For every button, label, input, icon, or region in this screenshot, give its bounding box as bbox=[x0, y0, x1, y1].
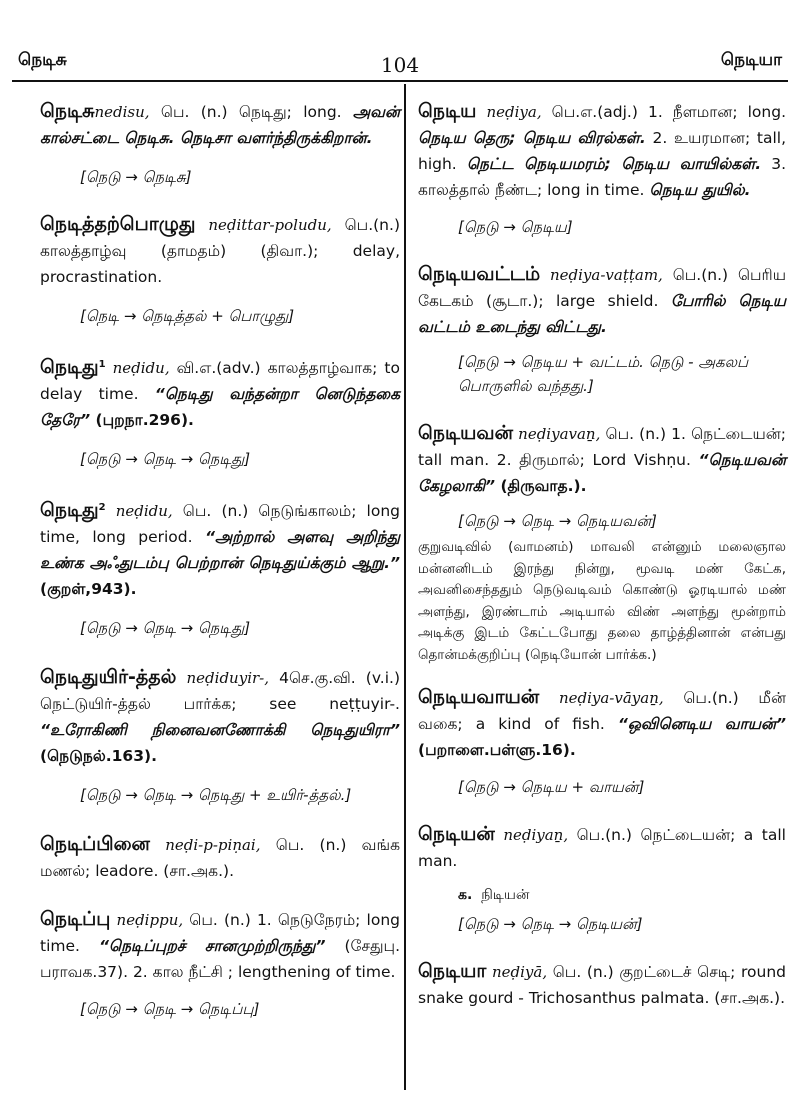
etymology: [நெடு → நெடி → நெடிது] bbox=[80, 619, 251, 638]
transliteration: neḍidu, bbox=[115, 502, 173, 521]
headword: நெடியன் bbox=[418, 823, 495, 845]
example: “நெடிது வந்தன்றா னெடுந்தகை தேரே” bbox=[40, 385, 401, 430]
example: போரில் நெடிய வட்டம் உடைந்து விட்டது. bbox=[418, 292, 786, 336]
definition: 4செ.கு.வி. (v.i.) நெட்டுயிர்-த்தல் பார்க்க; see neṭṭuyir-. bbox=[40, 669, 400, 714]
example: நெடிய தெரு; நெடிய விரல்கள். bbox=[418, 129, 646, 147]
transliteration: nedisu, bbox=[94, 103, 150, 121]
example: “நெடிப்புறச் சானமுற்றிருந்து” bbox=[98, 937, 326, 956]
entry-neḍiyaṉ bbox=[418, 821, 786, 874]
etymology: [நெடு → நெடி → நெடியவன்] bbox=[458, 512, 657, 530]
citation: (சேதுபு. பராவக.37). 2. கால நீட்சி ; lengthening of time. bbox=[40, 937, 400, 982]
headword: நெடியா bbox=[418, 960, 487, 982]
etymology: [நெடு → நெடி → நெடிது] bbox=[80, 450, 251, 469]
definition: பெ. (n.) 1. நெட்டையன்; tall man. 2. திருமால்; Lord Vishṇu. bbox=[418, 425, 786, 469]
headword: நெடிப்பு bbox=[40, 908, 111, 931]
page-number: 104 bbox=[380, 53, 420, 77]
definition: 2. உயரமான; tall, high. bbox=[418, 129, 787, 173]
headword: நெடிது bbox=[40, 356, 99, 379]
right-column bbox=[418, 88, 786, 1011]
entry-neḍittar-poludu bbox=[40, 211, 400, 290]
definition: பெ.எ.(adj.) 1. நீளமான; long. bbox=[541, 103, 786, 121]
entry-neḍi-p-piṇai bbox=[40, 831, 400, 884]
etymology: [நெடி → நெடித்தல் + பொழுது] bbox=[80, 307, 295, 325]
cognate bbox=[418, 884, 786, 906]
cognate-language: க. bbox=[458, 887, 473, 903]
entry-neḍippu bbox=[40, 906, 400, 985]
headword: நெடியவட்டம் bbox=[418, 263, 541, 285]
example: அவன் கால்சட்டை நெடிசு. நெடிசா வளர்ந்திருக்கிறான். bbox=[40, 103, 400, 147]
definition: வி.எ.(adv.) காலத்தாழ்வாக; to delay time. bbox=[40, 359, 400, 404]
example: “ஒவினெடிய வாயன்” bbox=[617, 715, 786, 733]
headword: நெடியவாயன் bbox=[418, 686, 540, 708]
superscript: 2 bbox=[98, 502, 106, 514]
header-right-guide-word: நெடியா bbox=[720, 50, 782, 70]
definition: 3. காலத்தால் நீண்ட; long in time. bbox=[418, 155, 786, 199]
left-column bbox=[40, 88, 400, 1021]
etymology: [நெடு → நெடி → நெடிப்பு] bbox=[80, 1000, 260, 1019]
header-rule bbox=[12, 80, 788, 82]
transliteration: neḍippu, bbox=[116, 911, 184, 930]
etymology: [நெடு → நெடிய + வாயன்] bbox=[458, 778, 645, 796]
example: “அற்றால் அளவு அறிந்து உண்க அஃதுடம்பு பெற்றான் நெடிதுய்க்கும் ஆறு.” bbox=[40, 528, 401, 573]
definition: பெ.(n.) மீன் வகை; a kind of fish. bbox=[418, 689, 786, 733]
header-left-guide-word: நெடிசு bbox=[18, 50, 67, 70]
citation: (குறள்,943). bbox=[40, 580, 137, 599]
etymology: [நெடு → நெடிய] bbox=[458, 218, 573, 236]
definition: பெ. (n.) நெடுங்காலம்; long time, long period. bbox=[40, 502, 400, 547]
definition: பெ.(n.) பெரிய கேடகம் (சூடா.); large shield. bbox=[418, 266, 786, 310]
transliteration: neḍiduyir-, bbox=[186, 669, 269, 688]
entry-neḍiya-vāyaṉ bbox=[418, 684, 786, 763]
etymology: [நெடு → நெடி → நெடிது + உயிர்-த்தல்.] bbox=[80, 786, 352, 805]
entry-neḍiyā bbox=[418, 958, 786, 1011]
example: நெடிய துயில். bbox=[649, 181, 751, 199]
citation: (பறாளை.பள்ளு.16). bbox=[418, 741, 576, 759]
etymology: [நெடு → நெடி → நெடியன்] bbox=[458, 915, 643, 933]
headword: நெடிப்பினை bbox=[40, 833, 150, 856]
transliteration: neḍiyā, bbox=[491, 963, 548, 981]
transliteration: neḍittar-poludu, bbox=[208, 216, 332, 234]
transliteration: neḍiya, bbox=[486, 103, 542, 121]
entry-neḍiyavaṉ bbox=[418, 420, 786, 499]
transliteration: neḍiyaṉ, bbox=[503, 826, 569, 844]
example: நெட்ட நெடியமரம்; நெடிய வாயில்கள். bbox=[466, 155, 762, 173]
transliteration: neḍiya-vaṭṭam, bbox=[549, 266, 663, 284]
entry-neḍisu bbox=[40, 98, 400, 151]
entry-neḍiya-vaṭṭam bbox=[418, 261, 786, 340]
definition: பெ. (n.) நெடிது; long. bbox=[149, 103, 353, 121]
entry-neḍidu-1 bbox=[40, 352, 400, 433]
example: “நெடியவன் கேழலாகி” bbox=[418, 451, 786, 495]
citation: (நெடுநல்.163). bbox=[40, 747, 157, 766]
example: “உரோகிணி நினைவனணோக்கி நெடிதுயிரா” bbox=[40, 721, 400, 740]
cognate-word: நிடியன் bbox=[481, 887, 530, 903]
entry-neḍidu-2 bbox=[40, 495, 400, 602]
headword: நெடியவன் bbox=[418, 422, 513, 444]
citation: (புறநா.296). bbox=[90, 411, 194, 430]
transliteration: neḍidu, bbox=[112, 359, 170, 378]
superscript: 1 bbox=[98, 359, 106, 370]
column-divider bbox=[404, 84, 406, 1090]
definition: பெ.(n.) நெட்டையன்; a tall man. bbox=[418, 826, 786, 870]
headword: நெடிதுயிர்-த்தல் bbox=[40, 666, 177, 689]
etymology: [நெடு → நெடிசு] bbox=[80, 168, 192, 186]
definition: பெ. (n.) குறட்டைச் செடி; round snake gourd - Trichosanthus palmata. (சா.அக.). bbox=[418, 963, 786, 1007]
headword: நெடித்தற்பொழுது bbox=[40, 213, 196, 235]
definition: பெ. (n.) 1. நெடுநேரம்; long time. bbox=[40, 911, 400, 956]
definition: பெ. (n.) வங்க மணல்; leadore. (சா.அக.). bbox=[40, 836, 400, 881]
entry-neḍiduyir bbox=[40, 664, 400, 769]
transliteration: neḍi-p-piṇai, bbox=[165, 836, 261, 855]
definition: பெ.(n.) காலத்தாழ்வு (தாமதம்) (திவா.); delay, procrastination. bbox=[40, 216, 400, 286]
headword: நெடிசு bbox=[40, 100, 95, 122]
transliteration: neḍiyavaṉ, bbox=[518, 425, 601, 443]
transliteration: neḍiya-vāyaṉ, bbox=[558, 689, 664, 707]
citation: (திருவாத.). bbox=[495, 477, 587, 495]
entry-neḍiya bbox=[418, 98, 786, 203]
etymology: [நெடு → நெடிய + வட்டம். நெடு - அகலப் பொருளில் வந்தது.] bbox=[458, 353, 749, 395]
headword: நெடிது bbox=[40, 499, 99, 522]
headword: நெடிய bbox=[418, 100, 477, 122]
mythology-note: குறுவடிவில் (வாமனம்) மாவலி என்னும் மலைஞால மன்னனிடம் இரந்து நின்று, மூவடி மண் கேட்க, அவனிசைந்ததும் நெடுவடிவம் கொண்டு ஓரடியால் மண் அளந்து, இரண்டாம் அடியால் விண் அளந்து மூன்றாம் அடிக்கு இடம் கேட்டபோது தலை தாழ்த்தினான் என்பது தொன்மக்குறிப்பு (நெடியோன் பார்க்க.) bbox=[418, 539, 786, 663]
